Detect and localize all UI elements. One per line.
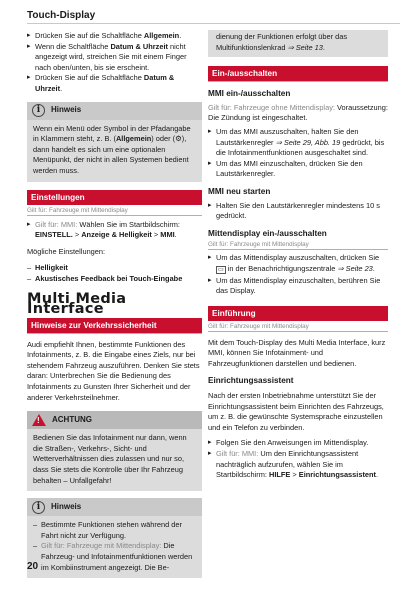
- note-header: [27, 102, 202, 120]
- warning-box: [27, 411, 202, 491]
- note-box: [27, 102, 202, 182]
- section-bar-safety: Hinweise zur Verkehrssicherheit: [27, 318, 202, 333]
- applies-to: Gilt für: Fahrzeuge mit Mittendisplay: [27, 206, 128, 214]
- page-number: 20: [27, 561, 39, 572]
- note-continuation: dienung der Funktionen erfolgt über das Multifunktionslenkrad ⇒ Seite 13.: [208, 30, 388, 57]
- divider: [208, 81, 388, 82]
- note-text: Wenn ein Menü oder Symbol in der Pfadangabe in Klammern steht, z. B. (Allgemein) oder (⚙), dann handelt es sich um eine optionalen Menüpunkt, der nicht in allen Systemen bedient werden muss.: [33, 123, 191, 175]
- requirement-text: Gilt für: Fahrzeuge ohne Mittendisplay: Voraussetzung: Die Zündung ist eingeschaltet.: [208, 102, 388, 123]
- info-icon: i: [32, 104, 45, 117]
- warning-title: ACHTUNG: [52, 414, 92, 424]
- divider: [27, 333, 202, 334]
- section-bar-settings: Einstellungen: [27, 190, 202, 205]
- note-header: [27, 498, 202, 516]
- subheading: MMI ein-/ausschalten: [208, 89, 291, 99]
- instruction-step: ▸ Um das MMI einzuschalten, drücken Sie den Lautstärkenregler.: [208, 159, 388, 180]
- note-item: – Bestimmte Funktionen stehen während der Fahrt nicht zur Verfügung.: [33, 520, 196, 541]
- notification-display-icon: ▭: [218, 266, 224, 273]
- divider: [208, 249, 388, 250]
- divider: [208, 331, 388, 332]
- instruction-step: ▸ Um das Mittendisplay auszuschalten, drücken Sie ▭ in der Benachrichtigungszentrale ⇒ Seite 23.: [208, 253, 388, 275]
- instruction-step: ▸ Drücken Sie auf die Schaltfläche Datum & Uhrzeit.: [27, 73, 202, 94]
- applies-to: Gilt für: Fahrzeuge mit Mittendisplay: [208, 322, 309, 330]
- left-column: [27, 31, 202, 578]
- instruction-step: ▸ Um das MMI auszuschalten, halten Sie den Lautstärkenregler ⇒ Seite 29, Abb. 19 gedrückt, bis die Infotainmentfunktionen ausgeschaltet sind.: [208, 127, 388, 159]
- chapter-title: Multi Media Interface: [27, 290, 127, 318]
- instruction-step: ▸ Gilt für: MMI: Um den Einrichtungsassistent nachträglich aufzurufen, wählen Sie im Startbildschirm: HILFE > Einrichtungsassistent.: [208, 449, 388, 481]
- instruction-step: ▸ Gilt für: MMI: Wählen Sie im Startbildschirm: EINSTELL. > Anzeige & Helligkeit > MMI.: [27, 220, 202, 241]
- divider: [27, 215, 202, 216]
- info-icon: i: [32, 501, 45, 514]
- intro-paragraph: Mit dem Touch-Display des Multi Media Interface, kurz MMI, können Sie Infotainment- und Fahrzeugfunktionen darstellen und bedienen.: [208, 337, 386, 368]
- subheading: MMI neu starten: [208, 186, 271, 196]
- note-item: – Gilt für: Fahrzeuge mit Mittendisplay: Die Fahrzeug- und Infotainmentfunktionen werden im Kombiinstrument angezeigt. Die Be-: [33, 541, 196, 573]
- instruction-step: ▸ Wenn die Schaltfläche Datum & Uhrzeit nicht angezeigt wird, streichen Sie mit einem Finger nach oben/unten, bis sie erscheint.: [27, 42, 202, 74]
- option-item: – Akustisches Feedback bei Touch-Eingabe: [27, 274, 202, 285]
- assistant-paragraph: Nach der ersten Inbetriebnahme unterstützt Sie der Einrichtungsassistent beim Einrichten des Fahrzeugs, um z. B. die gewünschte Systemsprache einzustellen und ein Telefon zu verbinden.: [208, 391, 384, 432]
- warning-header: [27, 411, 202, 429]
- header-divider: [27, 23, 400, 24]
- instruction-step: ▸ Folgen Sie den Anweisungen im Mittendisplay.: [208, 438, 388, 449]
- note-title: Hinweis: [51, 105, 82, 115]
- possible-settings-label: Mögliche Einstellungen:: [27, 246, 106, 256]
- applies-to: Gilt für: Fahrzeuge mit Mittendisplay: [208, 241, 309, 249]
- right-column: [208, 30, 388, 481]
- note-box: [27, 498, 202, 578]
- instruction-step: ▸ Halten Sie den Lautstärkenregler mindestens 10 s gedrückt.: [208, 201, 388, 222]
- instruction-step: ▸ Um das Mittendisplay einzuschalten, berühren Sie das Display.: [208, 276, 388, 297]
- section-bar-intro: Einführung: [208, 306, 388, 321]
- note-title: Hinweis: [51, 501, 82, 511]
- subheading: Einrichtungsassistent: [208, 376, 294, 386]
- page-header-title: Touch-Display: [27, 10, 96, 21]
- subheading: Mittendisplay ein-/ausschalten: [208, 228, 327, 238]
- instruction-step: ▸ Drücken Sie auf die Schaltfläche Allgemein.: [27, 31, 202, 42]
- section-bar-onoff: Ein-/ausschalten: [208, 66, 388, 81]
- warning-text: Bedienen Sie das Infotainment nur dann, wenn die Straßen-, Verkehrs-, Sicht- und Wetterverhältnissen dies zulassen und nur so, dass Sie stets die Kontrolle über Ihr Fahrzeug behalten – Unfallgefahr!: [33, 433, 187, 485]
- warning-triangle-icon: !: [32, 414, 46, 426]
- safety-paragraph: Audi empfiehlt Ihnen, bestimmte Funktionen des Infotainments, z. B. die Eingabe eines Ziels, nur bei stehendem Fahrzeug auszuführen. Denken Sie stets daran: Unterbrechen Sie die Bedienung des Infotainments zu Gunsten Ihrer Sicherheit und der anderer Verkehrsteilnehmer.: [27, 339, 200, 402]
- option-item: – Helligkeit: [27, 263, 202, 274]
